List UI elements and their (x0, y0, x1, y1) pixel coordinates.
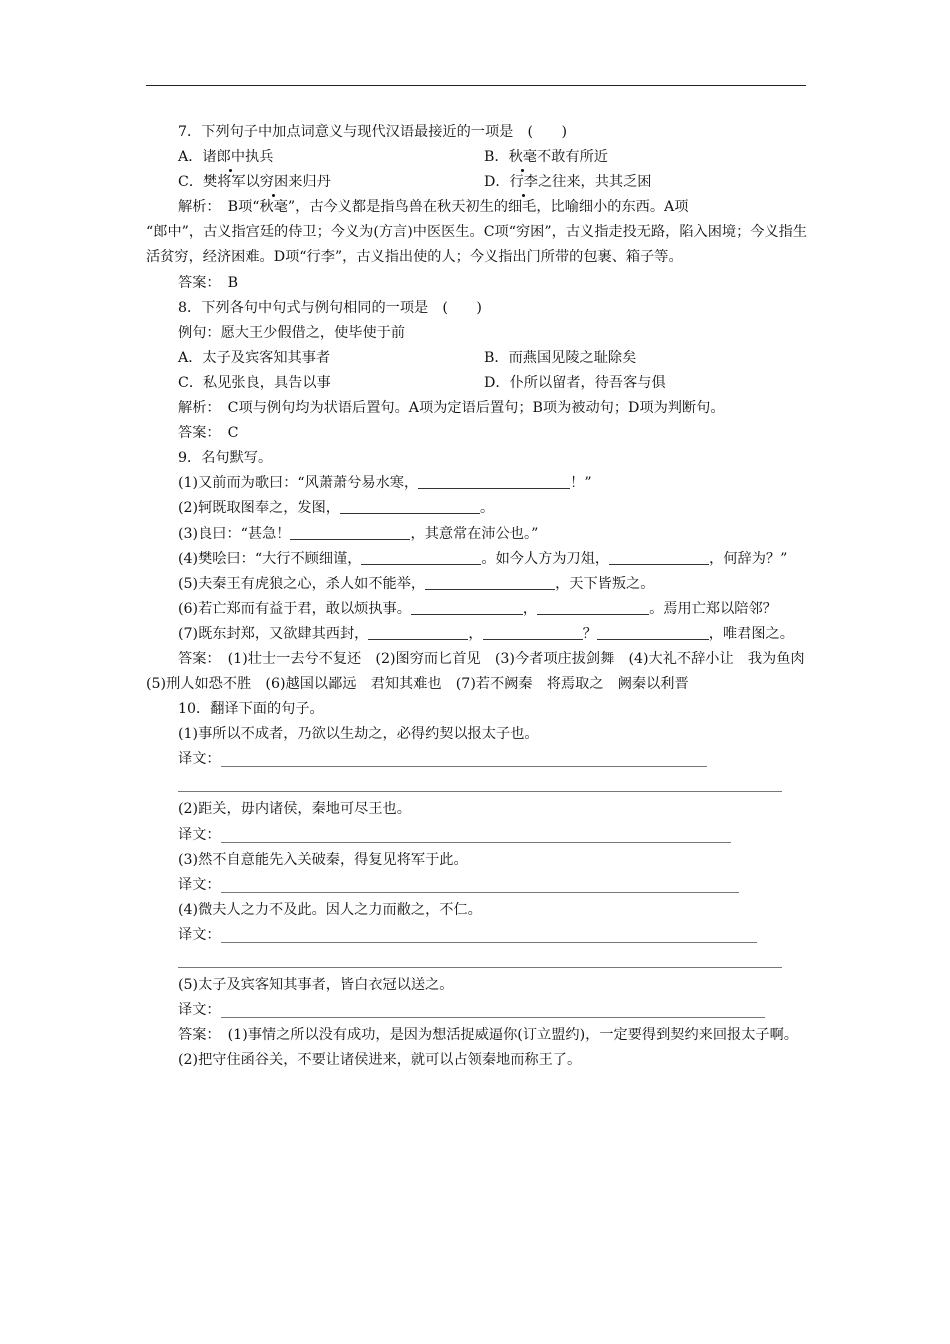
q7-answer: 答案： B (178, 274, 239, 291)
q8-analysis: 解析： C项与例句均为状语后置句。A项为定语后置句；B项为被动句；D项为判断句。 (178, 400, 725, 417)
q7-option-b: B．秋毫不敢有所近 (484, 145, 608, 170)
q10-stem: 10．翻译下面的句子。 (178, 701, 324, 718)
q9-stem: 9．名句默写。 (178, 450, 273, 467)
q9-item-4: (4)樊哙曰：“大行不顾细谨， 。如今人方为刀俎， ，何辞为？” (146, 547, 808, 572)
answer-line[interactable] (221, 823, 731, 843)
q8-stem: 8．下列各句中句式与例句相同的一项是 ( ) (178, 299, 482, 316)
q10-translation-5: 译文： (146, 998, 808, 1023)
emphasis-dots: 行李 (510, 170, 538, 195)
header-rule (146, 85, 806, 86)
emphasis-dots: 郎中 (217, 145, 245, 170)
q7-options-cd (146, 170, 808, 195)
q8-options-ab (146, 346, 808, 371)
q7-analysis-rest: “郎中”，古义指宫廷的侍卫；今义为(方言)中医医生。C项“穷困”，古义指走投无路，陷入困境；今义指生活贫穷，经济困难。D项“行李”，古义指出使的人；今义指出门所带的包裹、箱子等。 (146, 224, 808, 266)
q10-sentence-4: (4)微夫人之力不及此。因人之力而敝之，不仁。 (178, 901, 482, 918)
document-body (146, 120, 819, 1073)
answer-line[interactable] (221, 747, 707, 767)
q9-item-3: (3)良曰：“甚急！ ，其意常在沛公也。” (146, 522, 808, 547)
fill-blank[interactable] (425, 572, 555, 590)
q8-answer: 答案： C (178, 425, 239, 442)
q9-item-5: (5)夫秦王有虎狼之心，杀人如不能举， ，天下皆叛之。 (146, 572, 808, 597)
fill-blank[interactable] (609, 547, 709, 565)
emphasis-dots: 秋毫 (509, 145, 537, 170)
answer-line[interactable] (221, 873, 739, 893)
q7-option-a: A．诸郎中执兵 (178, 145, 484, 170)
fill-blank[interactable] (290, 522, 410, 540)
q8-option-b: B．而燕国见陵之耻除矣 (484, 349, 637, 366)
q7-option-d: D．行李之往来，共其乏困 (484, 170, 651, 195)
q10-answer-1: 答案： (1)事情之所以没有成功，是因为想活捉威逼你(订立盟约)，一定要得到契约来回报太子啊。 (178, 1027, 798, 1044)
fill-blank[interactable] (418, 471, 570, 489)
q8-option-c: C．私见张良，具告以事 (178, 374, 331, 391)
q10-translation-2: 译文： (146, 823, 808, 848)
q8-options-cd (146, 371, 808, 396)
answer-line[interactable] (221, 923, 757, 943)
q7-analysis-line1: 解析： B项“秋毫”，古今义都是指鸟兽在秋天初生的细毛，比喻细小的东西。A项 (178, 199, 689, 216)
q7-stem: 7．下列句子中加点词意义与现代汉语最接近的一项是 ( ) (178, 124, 567, 140)
q7-option-c: C．樊将军以穷困来归丹 (178, 170, 484, 195)
q10-sentence-3: (3)然不自意能先入关破秦，得复见将军于此。 (178, 851, 468, 868)
q8-option-d: D．仆所以留者，待吾客与俱 (484, 374, 666, 391)
fill-blank[interactable] (483, 622, 583, 640)
emphasis-dots: 穷困 (260, 170, 288, 195)
fill-blank[interactable] (368, 622, 468, 640)
fill-blank[interactable] (361, 547, 481, 565)
q9-item-7: (7)既东封郑，又欲肆其西封， ， ？ ，唯君图之。 (146, 622, 808, 647)
q10-translation-4: 译文： (146, 923, 808, 948)
fill-blank[interactable] (537, 597, 649, 615)
q10-translation-3: 译文： (146, 873, 808, 898)
q10-translation-1: 译文： (146, 747, 808, 772)
q10-sentence-5: (5)太子及宾客知其事者，皆白衣冠以送之。 (178, 977, 454, 993)
answer-line[interactable] (178, 948, 782, 968)
q7-options-ab (146, 145, 808, 170)
q9-item-6: (6)若亡郑而有益于君，敢以烦执事。 ， 。焉用亡郑以陪邻？ (146, 597, 808, 622)
q9-item-1: (1)又前而为歌曰：“风萧萧兮易水寒， ！” (146, 471, 808, 496)
q10-sentence-2: (2)距关，毋内诸侯，秦地可尽王也。 (178, 801, 411, 818)
fill-blank[interactable] (597, 622, 709, 640)
fill-blank[interactable] (340, 496, 480, 514)
answer-line[interactable] (221, 998, 765, 1018)
q8-example: 例句：愿大王少假借之，使毕使于前 (178, 324, 406, 341)
fill-blank[interactable] (411, 597, 523, 615)
q9-answer: 答案： (1)壮士一去兮不复还 (2)图穷而匕首见 (3)今者项庄拔剑舞 (4)大礼不辞小让 我为鱼肉 (5)刑人如恐不胜 (6)越国以鄙远 君知其难也 (7)若不阙秦 将焉取之 阙秦以利晋 (146, 650, 819, 693)
q10-sentence-1: (1)事所以不成者，乃欲以生劫之，必得约契以报太子也。 (178, 726, 539, 743)
q8-option-a: A．太子及宾客知其事者 (178, 349, 331, 366)
q10-answer-2: (2)把守住函谷关，不要让诸侯进来，就可以占领秦地而称王了。 (178, 1052, 582, 1069)
answer-line[interactable] (178, 772, 782, 792)
q9-item-2: (2)轲既取图奉之，发图， 。 (146, 496, 808, 521)
